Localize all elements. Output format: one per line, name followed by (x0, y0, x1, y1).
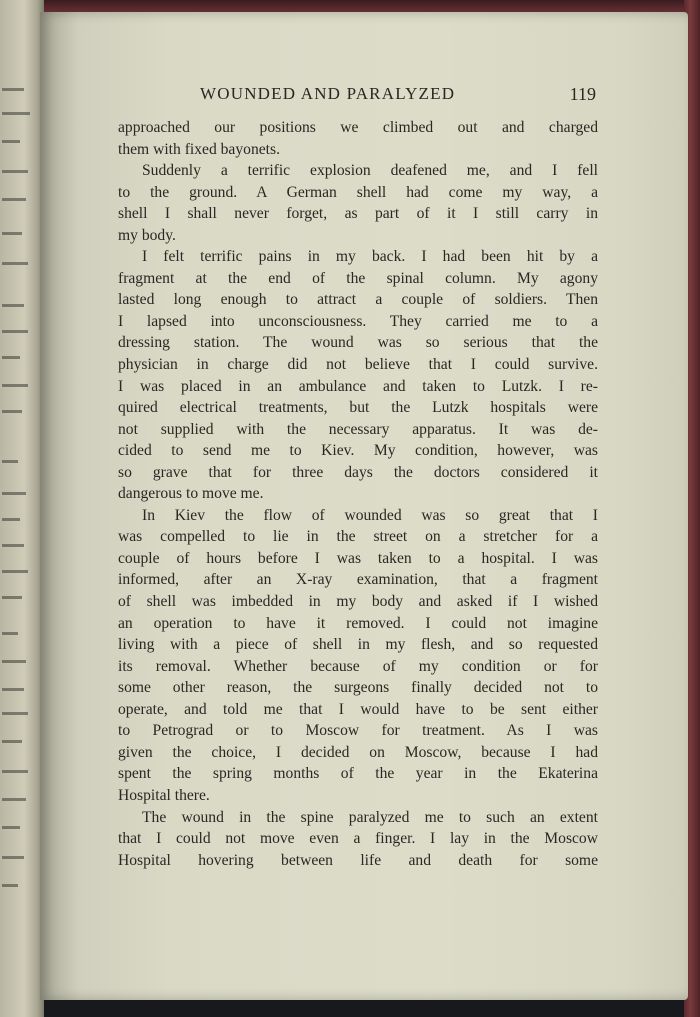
text-line: was compelled to lie in the street on a stretcher for a (118, 528, 598, 546)
running-head (200, 84, 600, 108)
body-text (118, 117, 598, 871)
text-line: so grave that for three days the doctors considered it (118, 463, 598, 481)
text-line: operate, and told me that I would have to be sent either (118, 700, 598, 718)
page-number: 119 (569, 84, 596, 104)
text-line: to Petrograd or to Moscow for treatment. As I was (118, 722, 598, 740)
text-line: dressing station. The wound was so serious that the (118, 334, 598, 352)
text-line: physician in charge did not believe that I could survive. (118, 356, 598, 374)
text-line: I lapsed into unconsciousness. They carried me to a (118, 312, 598, 330)
text-line: fragment at the end of the spinal column. My agony (118, 269, 598, 287)
text-line: lasted long enough to attract a couple of soldiers. Then (118, 291, 598, 309)
text-line: In Kiev the flow of wounded was so great that I (142, 506, 598, 524)
text-line: not supplied with the necessary apparatus. It was de- (118, 420, 598, 438)
text-line: to the ground. A German shell had come my way, a (118, 183, 598, 201)
text-line: living with a piece of shell in my flesh, and so requested (118, 636, 598, 654)
text-line: my body. (118, 226, 176, 244)
text-line: spent the spring months of the year in the Ekaterina (118, 765, 598, 783)
text-line: cided to send me to Kiev. My condition, however, was (118, 442, 598, 460)
text-line: shell I shall never forget, as part of it I still carry in (118, 205, 598, 223)
text-line: I felt terrific pains in my back. I had been hit by a (142, 248, 598, 266)
text-line: some other reason, the surgeons finally decided not to (118, 679, 598, 697)
text-line: given the choice, I decided on Moscow, because I had (118, 743, 598, 761)
facing-page-edge (0, 0, 44, 1017)
text-line: Hospital hovering between life and death for some (118, 851, 598, 869)
running-title: WOUNDED AND PARALYZED (200, 84, 456, 103)
text-line: them with fixed bayonets. (118, 140, 280, 158)
text-line: approached our positions we climbed out and charged (118, 119, 598, 136)
text-line: I was placed in an ambulance and taken to Lutzk. I re- (118, 377, 598, 395)
text-line: couple of hours before I was taken to a hospital. I was (118, 549, 598, 567)
text-line: quired electrical treatments, but the Lutzk hospitals were (118, 399, 598, 417)
text-line: that I could not move even a finger. I lay in the Moscow (118, 830, 598, 848)
text-line: its removal. Whether because of my condition or for (118, 657, 598, 675)
text-line: dangerous to move me. (118, 485, 264, 503)
text-line: The wound in the spine paralyzed me to such an extent (142, 808, 598, 826)
text-line: informed, after an X-ray examination, that a fragment (118, 571, 598, 589)
text-line: an operation to have it removed. I could not imagine (118, 614, 598, 632)
text-line: Suddenly a terrific explosion deafened me, and I fell (142, 162, 598, 180)
text-line: Hospital there. (118, 786, 210, 804)
text-line: of shell was imbedded in my body and asked if I wished (118, 593, 598, 611)
